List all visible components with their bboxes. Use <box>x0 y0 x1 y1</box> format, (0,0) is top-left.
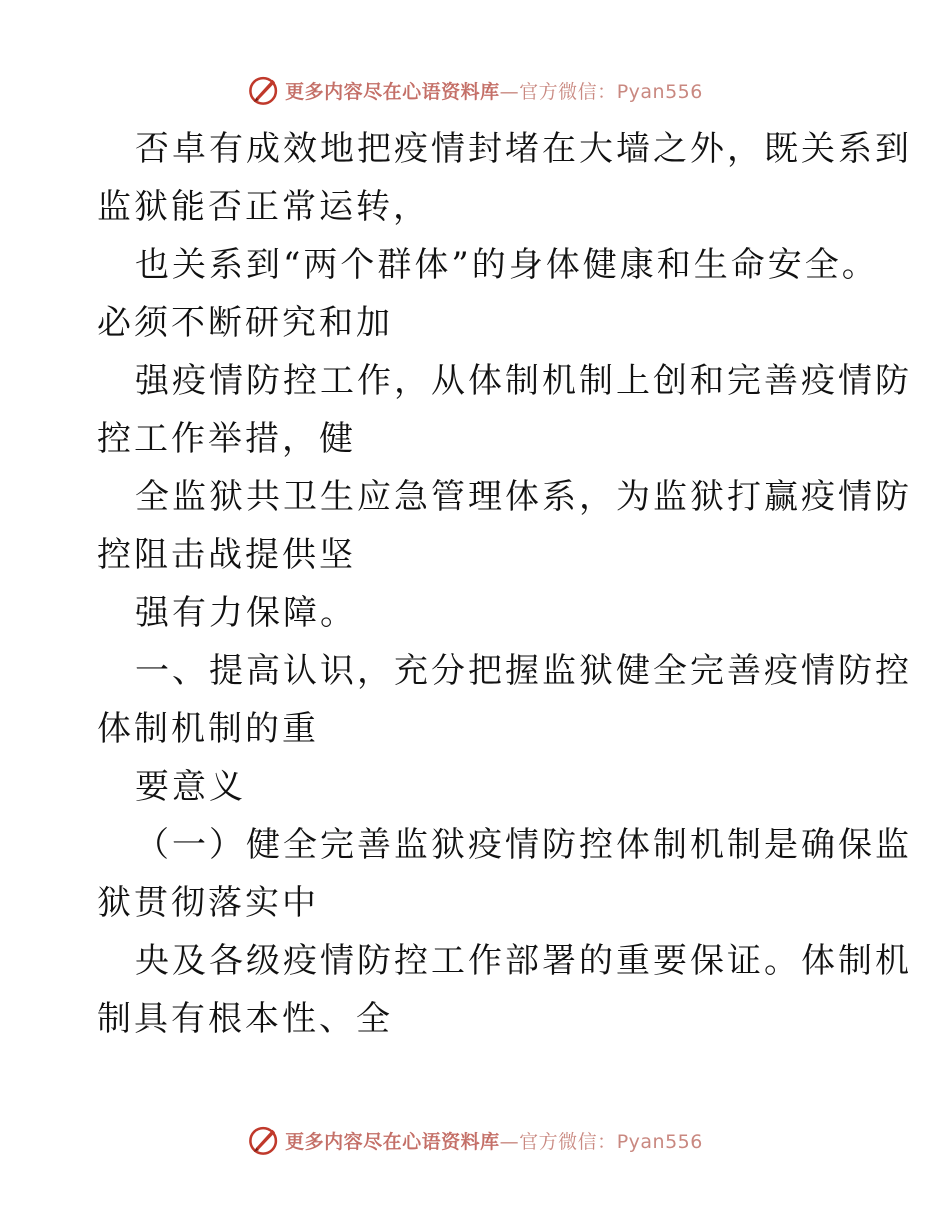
quill-pen-logo-icon <box>247 1123 281 1157</box>
text-line: 控阻击战提供坚 <box>97 535 356 575</box>
text-line: 央及各级疫情防控工作部署的重要保证。体制机 <box>135 941 912 981</box>
text-line: 控工作举措，健 <box>97 419 356 459</box>
text-line: 一、提高认识，充分把握监狱健全完善疫情防控 <box>135 651 912 691</box>
header-banner-text: 更多内容尽在心语资料库—官方微信：Pyan556 <box>285 80 703 103</box>
quill-pen-logo-icon <box>247 73 281 107</box>
text-line: 体制机制的重 <box>97 709 319 749</box>
text-line: 强疫情防控工作，从体制机制上创和完善疫情防 <box>135 361 912 401</box>
text-line: 监狱能否正常运转， <box>97 187 430 227</box>
text-line: 也关系到“两个群体”的身体健康和生命安全。 <box>135 245 879 285</box>
text-line: 必须不断研究和加 <box>97 303 393 343</box>
text-line: 全监狱共卫生应急管理体系，为监狱打赢疫情防 <box>135 477 912 517</box>
text-line: （一）健全完善监狱疫情防控体制机制是确保监 <box>135 825 912 865</box>
text-line: 制具有根本性、全 <box>97 999 393 1039</box>
header-banner <box>0 70 950 110</box>
footer-banner <box>0 1120 950 1160</box>
text-line: 要意义 <box>135 767 246 807</box>
text-line: 强有力保障。 <box>135 593 357 633</box>
text-line: 狱贯彻落实中 <box>97 883 319 923</box>
document-body <box>97 120 912 1048</box>
footer-banner-text: 更多内容尽在心语资料库—官方微信：Pyan556 <box>285 1130 703 1153</box>
text-line: 否卓有成效地把疫情封堵在大墙之外，既关系到 <box>135 129 912 169</box>
